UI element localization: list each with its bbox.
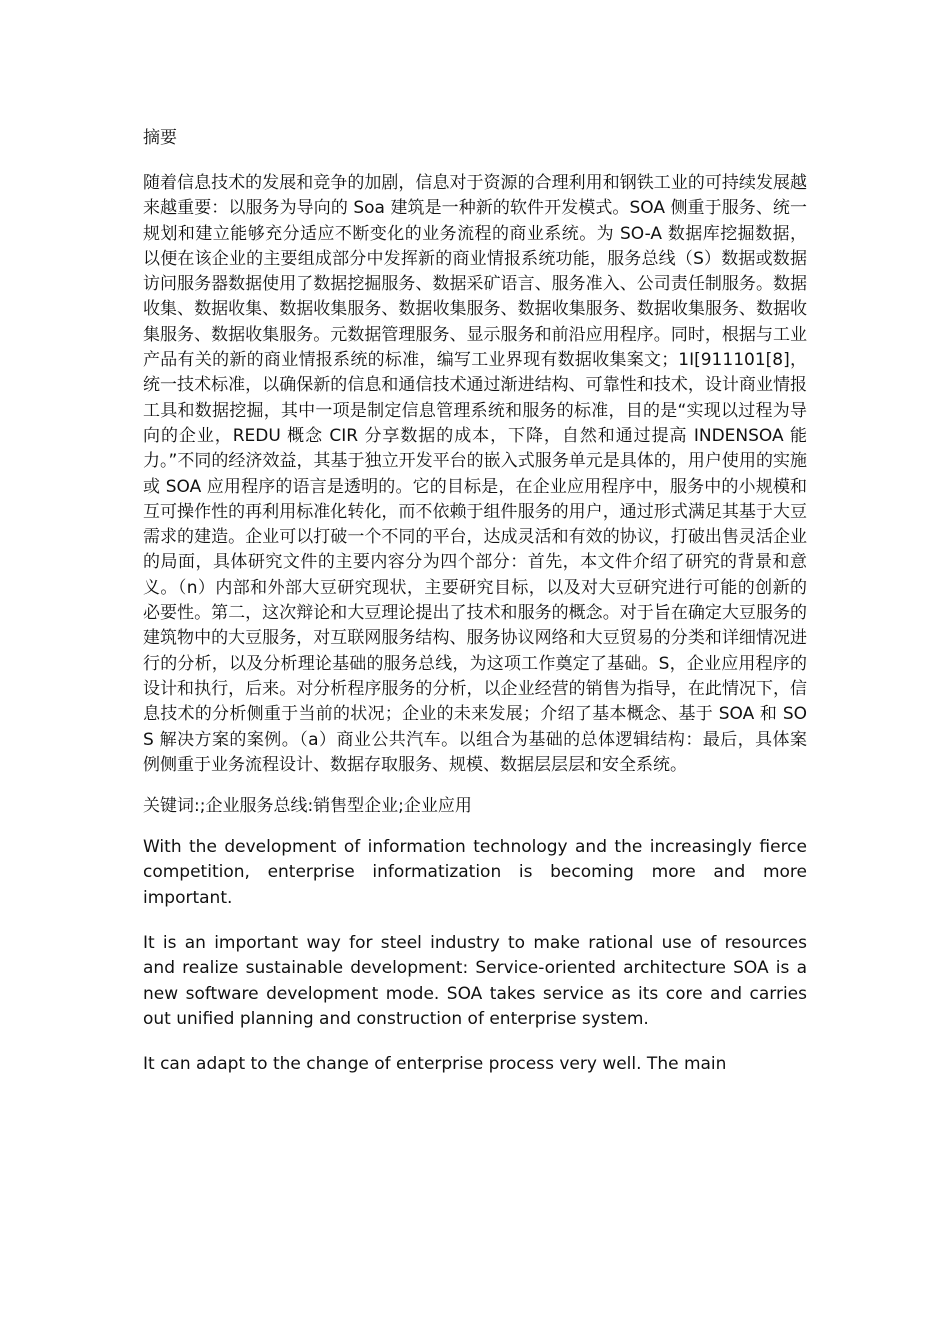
- english-paragraph-3: It can adapt to the change of enterprise process very well. The main: [143, 1054, 727, 1075]
- chinese-abstract-paragraph: 随着信息技术的发展和竞争的加剧，信息对于资源的合理利用和钢铁工业的可持续发展越来越重要：以服务为导向的 Soa 建筑是一种新的软件开发模式。SOA 侧重于服务、统一规划和建立能够充分适应不断变化的业务流程的商业系统。为 SO-A 数据库挖掘数据，以便在该企业的主要组成部分中发挥新的商业情报系统功能，服务总线（S）数据或数据访问服务器数据使用了数据挖掘服务、数据采矿语言、服务准入、公司责任制服务。数据收集、数据收集、数据收集服务、数据收集服务、数据收集服务、数据收集服务、数据收集服务、数据收集服务。元数据管理服务、显示服务和前沿应用程序。同时，根据与工业产品有关的新的商业情报系统的标准，编写工业界现有数据收集案文；1I[911101[8]，统一技术标准，以确保新的信息和通信技术通过渐进结构、可靠性和技术，设计商业情报工具和数据挖掘，其中一项是制定信息管理系统和服务的标准，目的是“实现以过程为导向的企业，REDU 概念 CIR 分享数据的成本，下降，自然和通过提高 INDENSOA 能力。”不同的经济效益，其基于独立开发平台的嵌入式服务单元是具体的，用户使用的实施或 SOA 应用程序的语言是透明的。它的目标是，在企业应用程序中，服务中的小规模和互可操作性的再利用标准化转化，而不依赖于组件服务的用户，通过形式满足其基于大豆需求的建造。企业可以打破一个不同的平台，达成灵活和有效的协议，打破出售灵活企业的局面，具体研究文件的主要内容分为四个部分：首先，本文件介绍了研究的背景和意义。（n）内部和外部大豆研究现状，主要研究目标，以及对大豆研究进行可能的创新的必要性。第二，这次辩论和大豆理论提出了技术和服务的概念。对于旨在确定大豆服务的建筑物中的大豆服务，对互联网服务结构、服务协议网络和大豆贸易的分类和详细情况进行的分析，以及分析理论基础的服务总线，为这项工作奠定了基础。S，企业应用程序的设计和执行，后来。对分析程序服务的分析，以企业经营的销售为指导，在此情况下，信息技术的分析侧重于当前的状况；企业的未来发展；介绍了基本概念、基于 SOA 和 SOS 解决方案的案例。（a）商业公共汽车。以组合为基础的总体逻辑结构：最后，具体案例侧重于业务流程设计、数据存取服务、规模、数据层层层和安全系统。: [143, 173, 807, 775]
- document-page: [143, 126, 807, 1098]
- abstract-heading: 摘要: [143, 128, 177, 148]
- english-paragraph-1: With the development of information technology and the increasingly fierce competition, enterprise informatization is becoming more and more important.: [143, 837, 807, 908]
- keywords-line: 关键词:;企业服务总线:销售型企业;企业应用: [143, 796, 472, 817]
- english-paragraph-2: It is an important way for steel industry to make rational use of resources and realize sustainable development: Service-oriented architecture SOA is a new software development mode. SOA takes service as its core and carries out unified planning and construction of enterprise system.: [143, 933, 807, 1029]
